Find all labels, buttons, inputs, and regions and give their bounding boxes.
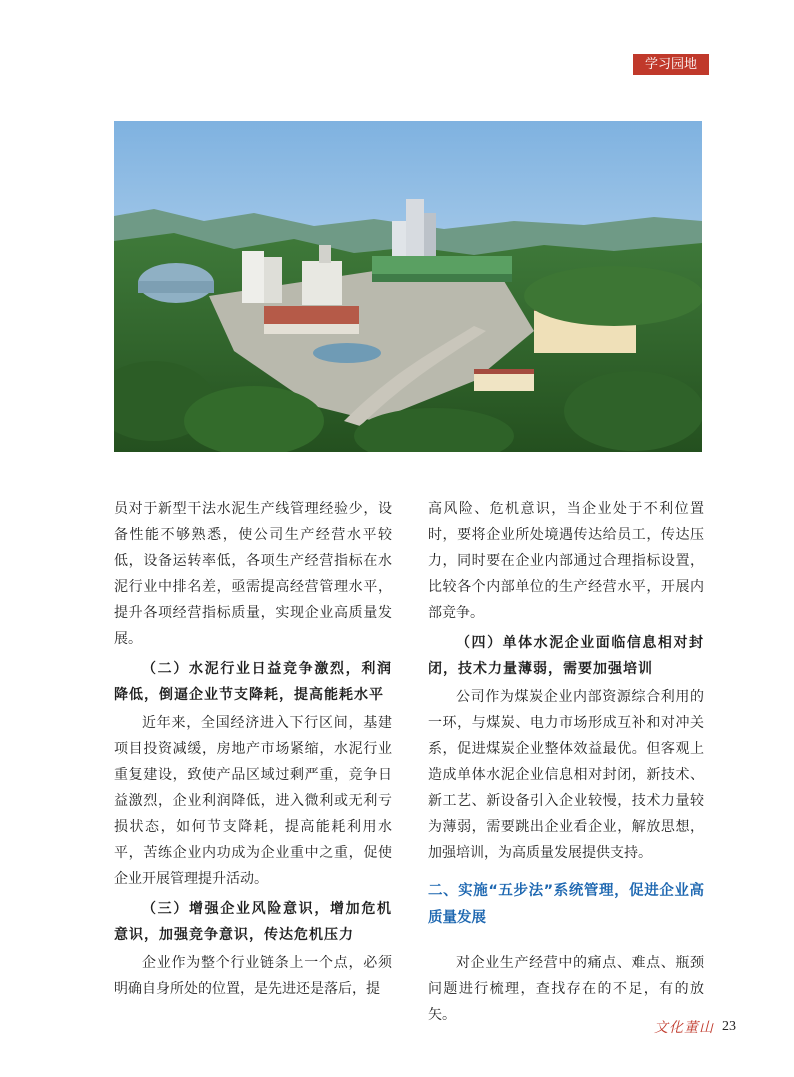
left-paragraph-1: 员对于新型干法水泥生产线管理经验少，设备性能不够熟悉，使公司生产经营水平较低，设备运转率低，各项生产经营指标在水泥行业中排名差，亟需提高经营管理水平，提升各项经营指标质量，实现企业高质量发展。: [114, 501, 392, 647]
subheading-3: （三）增强企业风险意识，增加危机意识，加强竞争意识，传达危机压力: [114, 901, 392, 943]
page-footer: [654, 1016, 736, 1038]
right-paragraph-1: 高风险、危机意识，当企业处于不利位置时，要将企业所处境遇传达给员工，传达压力，同时要在企业内部通过合理指标设置，比较各个内部单位的生产经营水平，开展内部竞争。: [428, 501, 704, 621]
page-number: 23: [722, 1019, 736, 1034]
section-tag: 学习园地: [633, 54, 709, 75]
left-paragraph-3: 企业作为整个行业链条上一个点，必须明确自身所处的位置，是先进还是落后，提: [114, 955, 392, 997]
cement-plant-aerial-photo: [114, 121, 702, 452]
right-text-column: [428, 496, 704, 1028]
right-paragraph-2: 公司作为煤炭企业内部资源综合利用的一环，与煤炭、电力市场形成互补和对冲关系，促进煤炭企业整体效益最优。但客观上造成单体水泥企业信息相对封闭，新技术、新工艺、新设备引入企业较慢，技术力量较为薄弱，需要跳出企业看企业，解放思想，加强培训，为高质量发展提供支持。: [428, 689, 704, 861]
magazine-logo: 文化董山: [654, 1020, 714, 1036]
section-heading: 二、实施“五步法”系统管理，促进企业高质量发展: [428, 883, 704, 926]
subheading-2: （二）水泥行业日益竞争激烈，利润降低，倒逼企业节支降耗，提高能耗水平: [114, 661, 392, 703]
right-paragraph-3: 对企业生产经营中的痛点、难点、瓶颈问题进行梳理，查找存在的不足，有的放矢。: [428, 955, 704, 1023]
left-text-column: [114, 496, 392, 1002]
subheading-4: （四）单体水泥企业面临信息相对封闭，技术力量薄弱，需要加强培训: [428, 635, 704, 677]
left-paragraph-2: 近年来，全国经济进入下行区间，基建项目投资减缓，房地产市场紧缩，水泥行业重复建设，致使产品区域过剩严重，竞争日益激烈，企业利润降低，进入微利或无利亏损状态，如何节支降耗，提高能耗利用水平，苦练企业内功成为企业重中之重，促使企业开展管理提升活动。: [114, 715, 392, 887]
